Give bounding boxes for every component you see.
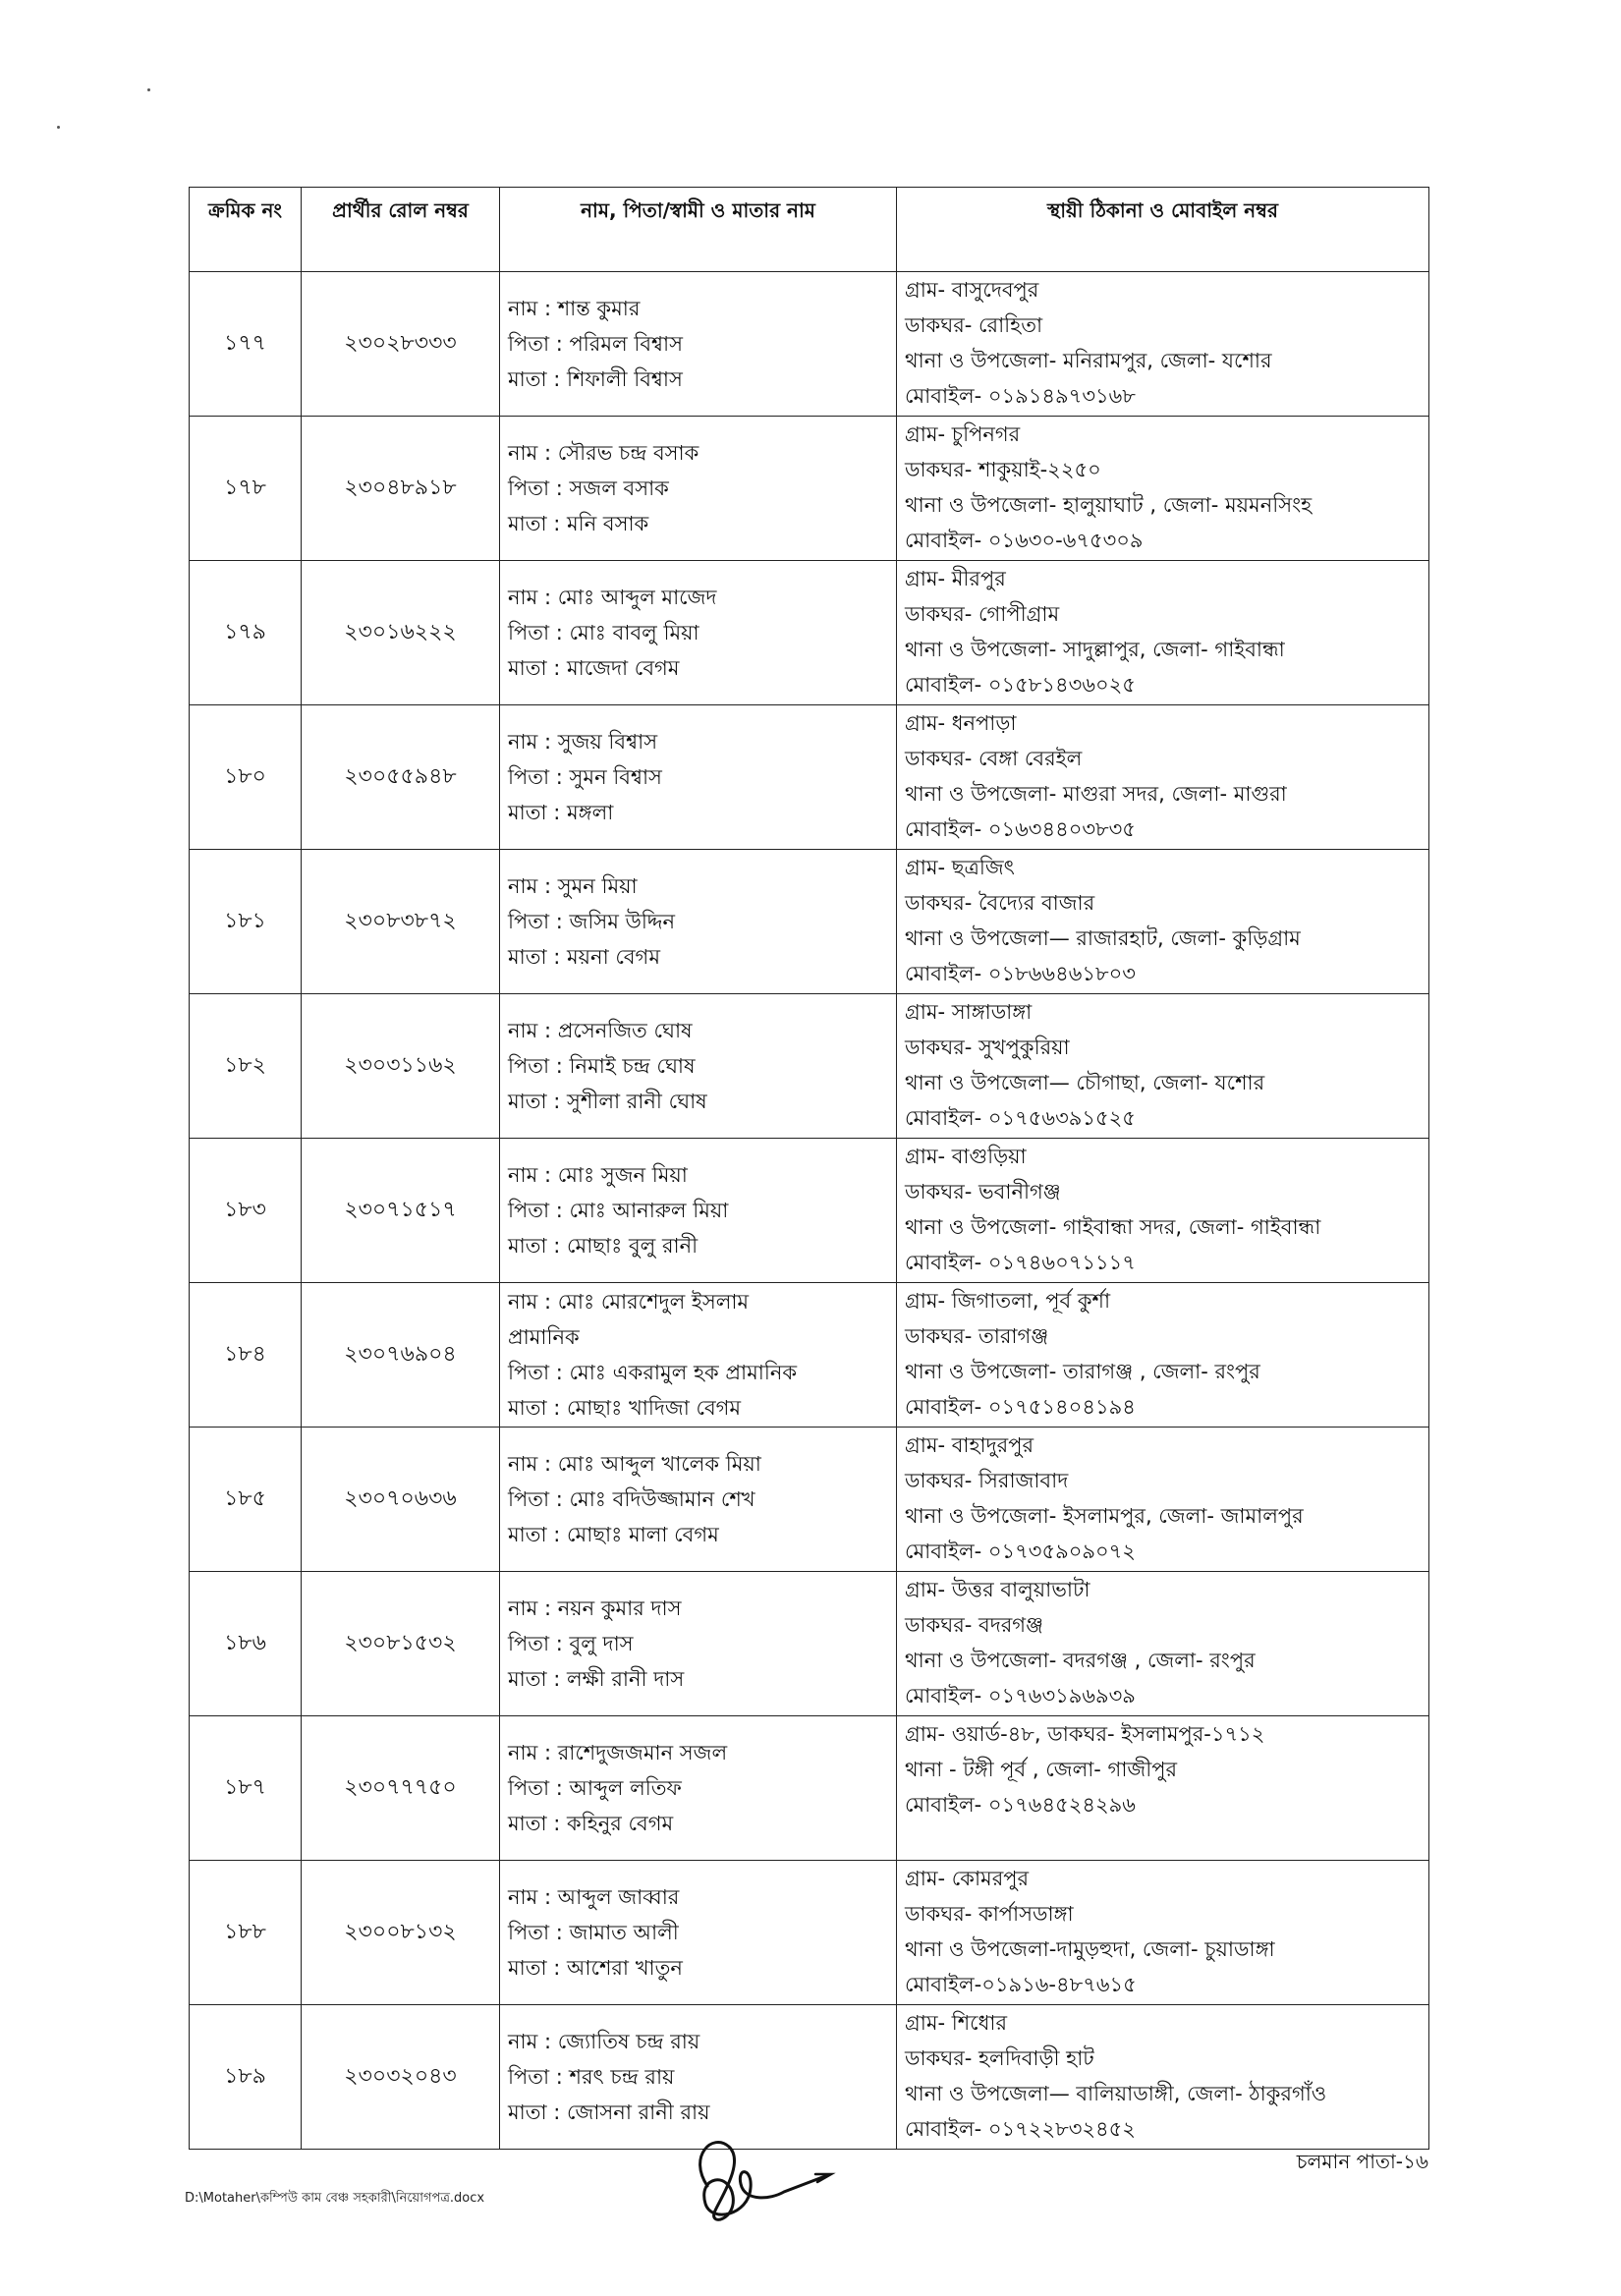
name-line: মাতা : মোছাঃ বুলু রানী — [508, 1234, 699, 1258]
address-cell — [897, 994, 1429, 1139]
signature-icon — [668, 2117, 855, 2235]
address-line: থানা ও উপজেলা- ইসলামপুর, জেলা- জামালপুর — [905, 1504, 1304, 1528]
address-line: মোবাইল- ০১৬৩৪৪০৩৮৩৫ — [905, 817, 1136, 841]
address-line: মোবাইল- ০১৫৮১৪৩৬০২৫ — [905, 673, 1136, 697]
name-line: মাতা : কহিনুর বেগম — [508, 1812, 674, 1835]
address-line: মোবাইল- ০১৮৬৬৪৬১৮০৩ — [905, 962, 1136, 985]
table-row — [190, 417, 1429, 561]
address-line: মোবাইল- ০১৬৩০-৬৭৫৩০৯ — [905, 529, 1144, 552]
name-line: মাতা : লক্ষী রানী দাস — [508, 1667, 685, 1691]
table-row — [190, 561, 1429, 705]
name-line: পিতা : শরৎ চন্দ্র রায় — [508, 2065, 675, 2089]
names-cell — [500, 1716, 897, 1861]
names-cell — [500, 1861, 897, 2005]
roll-cell: ২৩০৩২০৪৩ — [302, 2005, 500, 2150]
names-cell — [500, 850, 897, 994]
names-cell — [500, 994, 897, 1139]
name-line: পিতা : বুলু দাস — [508, 1632, 634, 1655]
name-line: পিতা : মোঃ বাবলু মিয়া — [508, 621, 699, 644]
address-line: গ্রাম- চুপিনগর — [905, 422, 1021, 446]
name-line: নাম : সুজয় বিশ্বাস — [508, 730, 658, 754]
address-line: থানা ও উপজেলা- গাইবান্ধা সদর, জেলা- গাইবান্ধা — [905, 1215, 1321, 1239]
name-line: প্রামানিক — [508, 1325, 580, 1349]
table-row — [190, 272, 1429, 417]
address-line: মোবাইল-০১৯১৬-৪৮৭৬১৫ — [905, 1973, 1137, 1996]
address-line: গ্রাম- সাঙ্গাডাঙ্গা — [905, 1000, 1033, 1024]
address-line: ডাকঘর- কার্পাসডাঙ্গা — [905, 1902, 1074, 1926]
address-line: ডাকঘর- বেঙ্গা বেরইল — [905, 747, 1083, 770]
table-row — [190, 1428, 1429, 1572]
address-cell — [897, 1283, 1429, 1428]
address-line: মোবাইল- ০১৭২২৮৩২৪৫২ — [905, 2117, 1136, 2141]
address-line: গ্রাম- ছত্রজিৎ — [905, 856, 1015, 879]
serial-cell: ১৭৯ — [190, 561, 302, 705]
roll-cell: ২৩০৫৫৯৪৮ — [302, 705, 500, 850]
address-line: থানা ও উপজেলা— বালিয়াডাঙ্গী, জেলা- ঠাকুরগাঁও — [905, 2082, 1327, 2105]
address-line: মোবাইল- ০১৭৬৪৫২৪২৯৬ — [905, 1793, 1136, 1817]
header-names: নাম, পিতা/স্বামী ও মাতার নাম — [500, 188, 897, 272]
header-serial: ক্রমিক নং — [190, 188, 302, 272]
roll-cell: ২৩০০৮১৩২ — [302, 1861, 500, 2005]
address-line: থানা ও উপজেলা- মনিরামপুর, জেলা- যশোর — [905, 349, 1272, 372]
name-line: মাতা : মঙ্গলা — [508, 801, 614, 824]
address-line: মোবাইল- ০১৭৪৬০৭১১১৭ — [905, 1251, 1136, 1274]
name-line: পিতা : জামাত আলী — [508, 1921, 679, 1944]
serial-cell: ১৭৭ — [190, 272, 302, 417]
name-line: মাতা : মাজেদা বেগম — [508, 656, 680, 680]
address-line: গ্রাম- শিধোর — [905, 2011, 1008, 2035]
address-line: গ্রাম- বাগুড়িয়া — [905, 1145, 1027, 1168]
address-line: ডাকঘর- সুখপুকুরিয়া — [905, 1036, 1070, 1059]
name-line: মাতা : মোছাঃ খাদিজা বেগম — [508, 1396, 742, 1420]
name-line: নাম : প্রসেনজিত ঘোষ — [508, 1019, 693, 1042]
address-line: মোবাইল- ০১৭৫৬৩৯১৫২৫ — [905, 1106, 1136, 1130]
roll-cell: ২৩০৩১১৬২ — [302, 994, 500, 1139]
address-line: মোবাইল- ০১৭৬৩১৯৬৯৩৯ — [905, 1684, 1136, 1708]
serial-cell: ১৮০ — [190, 705, 302, 850]
name-line: নাম : আব্দুল জাব্বার — [508, 1885, 680, 1909]
address-line: গ্রাম- বাসুদেবপুর — [905, 278, 1039, 302]
address-line: ডাকঘর- হলদিবাড়ী হাট — [905, 2046, 1094, 2070]
address-line: থানা ও উপজেলা- সাদুল্লাপুর, জেলা- গাইবান্ধা — [905, 638, 1285, 661]
name-line: পিতা : সজল বসাক — [508, 476, 669, 500]
name-line: পিতা : সুমন বিশ্বাস — [508, 765, 662, 789]
name-line: নাম : রাশেদুজজমান সজল — [508, 1741, 728, 1764]
name-line: মাতা : সুশীলা রানী ঘোষ — [508, 1090, 707, 1113]
name-line: নাম : সৌরভ চন্দ্র বসাক — [508, 441, 699, 465]
address-line: থানা ও উপজেলা- হালুয়াঘাট , জেলা- ময়মনসিংহ — [905, 493, 1313, 517]
address-cell — [897, 850, 1429, 994]
name-line: পিতা : মোঃ বদিউজ্জামান শেখ — [508, 1487, 755, 1511]
table-row — [190, 994, 1429, 1139]
roll-cell: ২৩০৭৬৯০৪ — [302, 1283, 500, 1428]
page-label: চলমান পাতা-১৬ — [1296, 2150, 1428, 2173]
roll-cell: ২৩০৪৮৯১৮ — [302, 417, 500, 561]
address-cell — [897, 1139, 1429, 1283]
address-line: ডাকঘর- সিরাজাবাদ — [905, 1469, 1069, 1492]
roll-cell: ২৩০৮৩৮৭২ — [302, 850, 500, 994]
names-cell — [500, 1139, 897, 1283]
name-line: মাতা : আশেরা খাতুন — [508, 1956, 683, 1980]
roll-cell: ২৩০৭০৬৩৬ — [302, 1428, 500, 1572]
roll-cell: ২৩০৭৭৭৫০ — [302, 1716, 500, 1861]
serial-cell: ১৮৭ — [190, 1716, 302, 1861]
candidate-table — [189, 187, 1429, 2150]
table-header-row — [190, 188, 1429, 272]
table-row — [190, 1716, 1429, 1861]
name-line: নাম : মোঃ আব্দুল মাজেদ — [508, 586, 717, 609]
address-cell — [897, 272, 1429, 417]
names-cell — [500, 705, 897, 850]
name-line: মাতা : জোসনা রানী রায় — [508, 2100, 710, 2124]
address-line: মোবাইল- ০১৭৩৫৯০৯০৭২ — [905, 1540, 1136, 1563]
roll-cell: ২৩০১৬২২২ — [302, 561, 500, 705]
names-cell — [500, 272, 897, 417]
name-line: নাম : মোঃ সুজন মিয়া — [508, 1163, 688, 1187]
serial-cell: ১৮১ — [190, 850, 302, 994]
address-cell — [897, 1428, 1429, 1572]
address-line: ডাকঘর- গোপীগ্রাম — [905, 602, 1060, 626]
address-line: থানা - টঙ্গী পূর্ব , জেলা- গাজীপুর — [905, 1758, 1178, 1781]
address-line: থানা ও উপজেলা- বদরগঞ্জ , জেলা- রংপুর — [905, 1649, 1256, 1672]
name-line: নাম : মোঃ আব্দুল খালেক মিয়া — [508, 1452, 761, 1476]
table-row — [190, 1861, 1429, 2005]
address-cell — [897, 1572, 1429, 1716]
address-line: মোবাইল- ০১৯১৪৯৭৩১৬৮ — [905, 384, 1136, 408]
table-row — [190, 705, 1429, 850]
address-line: গ্রাম- উত্তর বালুয়াভাটা — [905, 1578, 1090, 1601]
names-cell — [500, 1428, 897, 1572]
address-line: গ্রাম- মীরপুর — [905, 567, 1006, 590]
name-line: নাম : নয়ন কুমার দাস — [508, 1596, 682, 1620]
name-line: মাতা : মনি বসাক — [508, 512, 649, 535]
file-path: D:\Motaher\কম্পিউ কাম বেঞ্চ সহকারী\নিয়োগপত্র.docx — [185, 2191, 485, 2206]
name-line: মাতা : ময়না বেগম — [508, 945, 660, 969]
roll-cell: ২৩০৭১৫১৭ — [302, 1139, 500, 1283]
address-line: ডাকঘর- রোহিতা — [905, 313, 1043, 337]
table-row — [190, 1572, 1429, 1716]
address-line: থানা ও উপজেলা— রাজারহাট, জেলা- কুড়িগ্রাম — [905, 926, 1301, 950]
address-line: ডাকঘর- তারাগঞ্জ — [905, 1324, 1049, 1348]
name-line: মাতা : মোছাঃ মালা বেগম — [508, 1523, 719, 1546]
name-line: পিতা : নিমাই চন্দ্র ঘোষ — [508, 1054, 696, 1078]
address-line: ডাকঘর- শাকুয়াই-২২৫০ — [905, 458, 1101, 481]
address-line: থানা ও উপজেলা— চৌগাছা, জেলা- যশোর — [905, 1071, 1265, 1094]
table-row — [190, 1283, 1429, 1428]
names-cell — [500, 1283, 897, 1428]
serial-cell: ১৭৮ — [190, 417, 302, 561]
name-line: পিতা : মোঃ আনারুল মিয়া — [508, 1199, 729, 1222]
address-line: গ্রাম- ধনপাড়া — [905, 711, 1017, 735]
name-line: পিতা : জসিম উদ্দিন — [508, 910, 675, 933]
address-line: গ্রাম- বাহাদুরপুর — [905, 1433, 1034, 1457]
address-cell — [897, 1861, 1429, 2005]
name-line: নাম : জ্যোতিষ চন্দ্র রায় — [508, 2030, 700, 2053]
serial-cell: ১৮৯ — [190, 2005, 302, 2150]
address-line: থানা ও উপজেলা- মাগুরা সদর, জেলা- মাগুরা — [905, 782, 1287, 806]
serial-cell: ১৮৬ — [190, 1572, 302, 1716]
address-cell — [897, 561, 1429, 705]
address-line: থানা ও উপজেলা-দামুড়হুদা, জেলা- চুয়াডাঙ্গা — [905, 1937, 1275, 1961]
serial-cell: ১৮২ — [190, 994, 302, 1139]
address-cell — [897, 705, 1429, 850]
names-cell — [500, 1572, 897, 1716]
serial-cell: ১৮৩ — [190, 1139, 302, 1283]
name-line: মাতা : শিফালী বিশ্বাস — [508, 367, 683, 391]
address-cell — [897, 1716, 1429, 1861]
name-line: নাম : শান্ত কুমার — [508, 297, 641, 320]
name-line: নাম : সুমন মিয়া — [508, 874, 638, 898]
address-cell — [897, 417, 1429, 561]
address-line: ডাকঘর- বদরগঞ্জ — [905, 1613, 1043, 1637]
name-line: নাম : মোঃ মোরশেদুল ইসলাম — [508, 1290, 750, 1314]
serial-cell: ১৮৮ — [190, 1861, 302, 2005]
serial-cell: ১৮৫ — [190, 1428, 302, 1572]
address-line: মোবাইল- ০১৭৫১৪০৪১৯৪ — [905, 1395, 1136, 1419]
table-body — [190, 272, 1429, 2150]
name-line: পিতা : মোঃ একরামুল হক প্রামানিক — [508, 1361, 798, 1384]
name-line: পিতা : আব্দুল লতিফ — [508, 1776, 682, 1800]
names-cell — [500, 561, 897, 705]
table-row — [190, 850, 1429, 994]
address-cell — [897, 2005, 1429, 2150]
address-line: থানা ও উপজেলা- তারাগঞ্জ , জেলা- রংপুর — [905, 1360, 1260, 1383]
header-roll: প্রার্থীর রোল নম্বর — [302, 188, 500, 272]
scan-speck — [147, 88, 150, 91]
address-line: গ্রাম- ওয়ার্ড-৪৮, ডাকঘর- ইসলামপুর-১৭১২ — [905, 1722, 1265, 1746]
roll-cell: ২৩০৮১৫৩২ — [302, 1572, 500, 1716]
address-line: গ্রাম- জিগাতলা, পূর্ব কুর্শা — [905, 1289, 1111, 1313]
address-line: গ্রাম- কোমরপুর — [905, 1867, 1030, 1890]
table-row — [190, 1139, 1429, 1283]
serial-cell: ১৮৪ — [190, 1283, 302, 1428]
address-line: ডাকঘর- ভবানীগঞ্জ — [905, 1180, 1061, 1204]
address-line: ডাকঘর- বৈদ্যের বাজার — [905, 891, 1095, 915]
roll-cell: ২৩০২৮৩৩৩ — [302, 272, 500, 417]
name-line: পিতা : পরিমল বিশ্বাস — [508, 332, 683, 356]
scan-speck — [57, 126, 60, 129]
header-address: স্থায়ী ঠিকানা ও মোবাইল নম্বর — [897, 188, 1429, 272]
names-cell — [500, 417, 897, 561]
